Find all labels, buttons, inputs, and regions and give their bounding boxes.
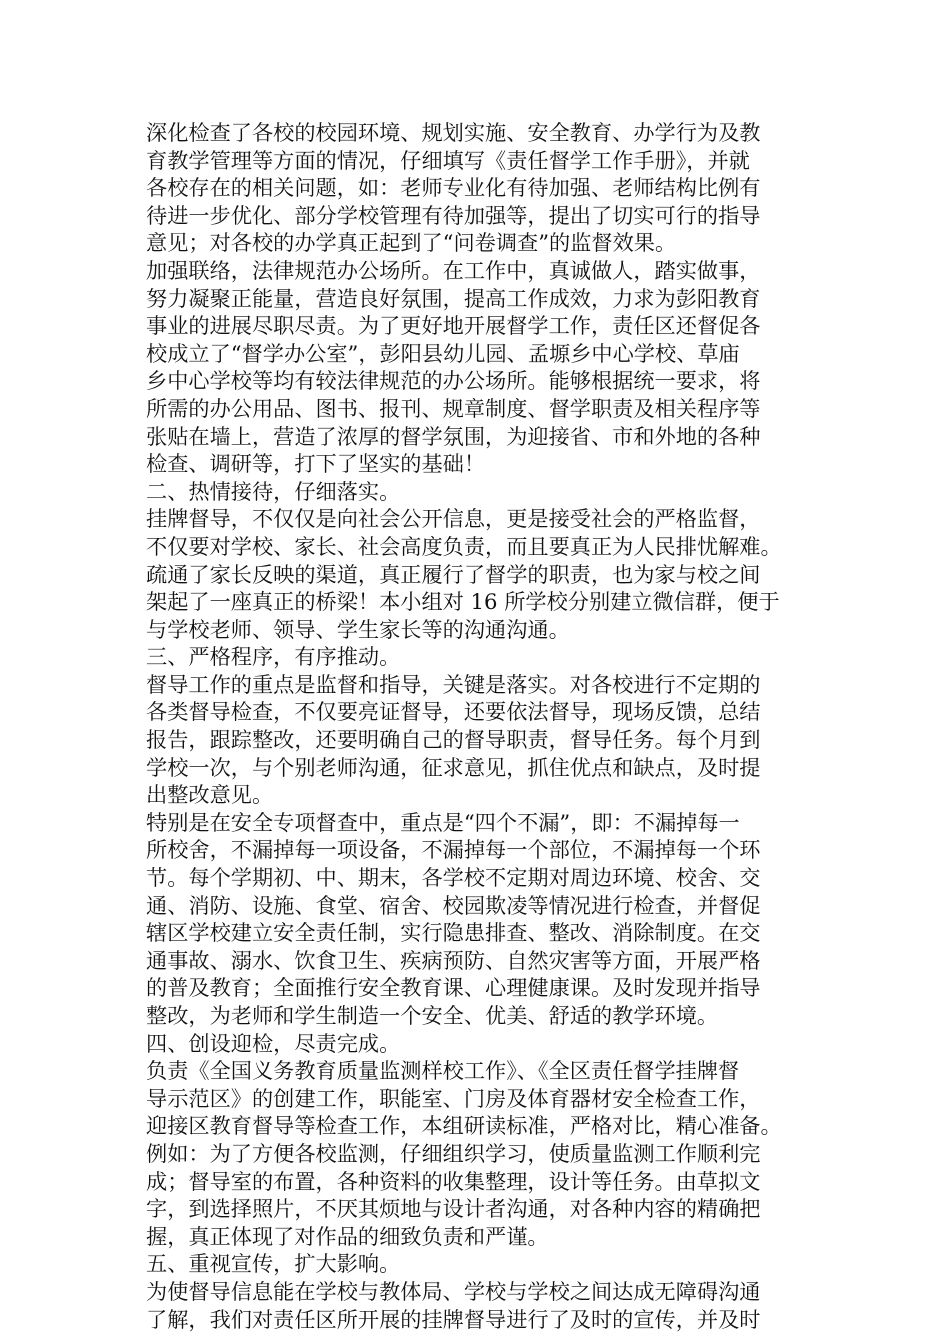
text-line: 不仅要对学校、家长、社会高度负责，而且要真正为人民排忧解难。 (146, 533, 782, 559)
text-line: 成；督导室的布置，各种资料的收集整理，设计等任务。由草拟文 (146, 1168, 761, 1194)
text-line: 检查、调研等，打下了坚实的基础！ (146, 451, 486, 477)
text-line: 张贴在墙上，营造了浓厚的督学氛围，为迎接省、市和外地的各种 (146, 423, 761, 449)
text-line: 字，到选择照片，不厌其烦地与设计者沟通，对各种内容的精确把 (146, 1196, 761, 1222)
text-line: 节。每个学期初、中、期末，各学校不定期对周边环境、校舍、交 (146, 865, 761, 891)
section-heading: 五、重视宣传，扩大影响。 (146, 1251, 401, 1277)
text-line: 督导工作的重点是监督和指导，关键是落实。对各校进行不定期的 (146, 671, 761, 697)
text-line: 深化检查了各校的校园环境、规划实施、安全教育、办学行为及教 (146, 120, 761, 145)
text-line: 所需的办公用品、图书、报刊、规章制度、督学职责及相关程序等 (146, 395, 761, 421)
text-line: 通、消防、设施、食堂、宿舍、校园欺凌等情况进行检查，并督促 (146, 892, 761, 918)
text-line: 待进一步优化、部分学校管理有待加强等，提出了切实可行的指导 (146, 202, 761, 228)
text-line: 通事故、溺水、饮食卫生、疾病预防、自然灾害等方面，开展严格 (146, 947, 761, 973)
text-line: 整改，为老师和学生制造一个安全、优美、舒适的教学环境。 (146, 1003, 719, 1028)
text-line: 报告，跟踪整改，还要明确自己的督导职责，督导任务。每个月到 (146, 727, 761, 753)
text-line: 出整改意见。 (146, 782, 274, 808)
text-line: 例如：为了方便各校监测，仔细组织学习，使质量监测工作顺利完 (146, 1140, 761, 1166)
document-page (146, 119, 818, 1333)
text-line: 了解，我们对责任区所开展的挂牌督导进行了及时的宣传，并及时 (146, 1306, 761, 1332)
text-line: 乡中心学校等均有较法律规范的办公场所。能够根据统一要求，将 (146, 368, 761, 394)
text-line: 意见；对各校的办学真正起到了“问卷调查”的监督效果。 (146, 230, 677, 256)
text-line: 努力凝聚正能量，营造良好氛围，提高工作成效，力求为彭阳教育 (146, 285, 761, 311)
text-line: 各类督导检查，不仅要亮证督导，还要依法督导，现场反馈，总结 (146, 699, 761, 725)
text-line: 与学校老师、领导、学生家长等的沟通沟通。 (146, 616, 570, 642)
text-line: 为使督导信息能在学校与教体局、学校与学校之间达成无障碍沟通 (146, 1278, 761, 1304)
text-line: 加强联络，法律规范办公场所。在工作中，真诚做人，踏实做事， (146, 257, 761, 283)
text-line: 负责《全国义务教育质量监测样校工作》、《全区责任督学挂牌督 (146, 1058, 740, 1084)
text-line: 各校存在的相关问题，如：老师专业化有待加强、老师结构比例有 (146, 175, 761, 201)
text-line: 校成立了“督学办公室”，彭阳县幼儿园、孟塬乡中心学校、草庙 (146, 340, 740, 366)
text-line: 握，真正体现了对作品的细致负责和严谨。 (146, 1223, 549, 1249)
section-heading: 三、严格程序，有序推动。 (146, 644, 401, 670)
text-line: 的普及教育；全面推行安全教育课、心理健康课。及时发现并指导 (146, 975, 761, 1001)
section-heading: 二、热情接待，仔细落实。 (146, 478, 401, 504)
text-line: 育教学管理等方面的情况，仔细填写《责任督学工作手册》，并就 (146, 147, 750, 173)
text-line: 迎接区教育督导等检查工作，本组研读标准，严格对比，精心准备。 (146, 1113, 782, 1139)
text-line: 架起了一座真正的桥梁！本小组对 16 所学校分别建立微信群，便于 (146, 589, 780, 615)
text-line: 疏通了家长反映的渠道，真正履行了督学的职责，也为家与校之间 (146, 561, 761, 587)
text-line: 辖区学校建立安全责任制，实行隐患排查、整改、消除制度。在交 (146, 920, 761, 946)
text-line: 挂牌督导，不仅仅是向社会公开信息，更是接受社会的严格监督， (146, 506, 761, 532)
text-line: 导示范区》的创建工作，职能室、门房及体育器材安全检查工作， (146, 1085, 761, 1111)
text-line: 事业的进展尽职尽责。为了更好地开展督学工作，责任区还督促各 (146, 313, 761, 339)
text-line: 学校一次，与个别老师沟通，征求意见，抓住优点和缺点，及时提 (146, 754, 761, 780)
text-line: 特别是在安全专项督查中，重点是“四个不漏”，即：不漏掉每一 (146, 809, 740, 835)
text-line: 所校舍，不漏掉每一项设备，不漏掉每一个部位，不漏掉每一个环 (146, 837, 761, 863)
section-heading: 四、创设迎检，尽责完成。 (146, 1030, 401, 1056)
